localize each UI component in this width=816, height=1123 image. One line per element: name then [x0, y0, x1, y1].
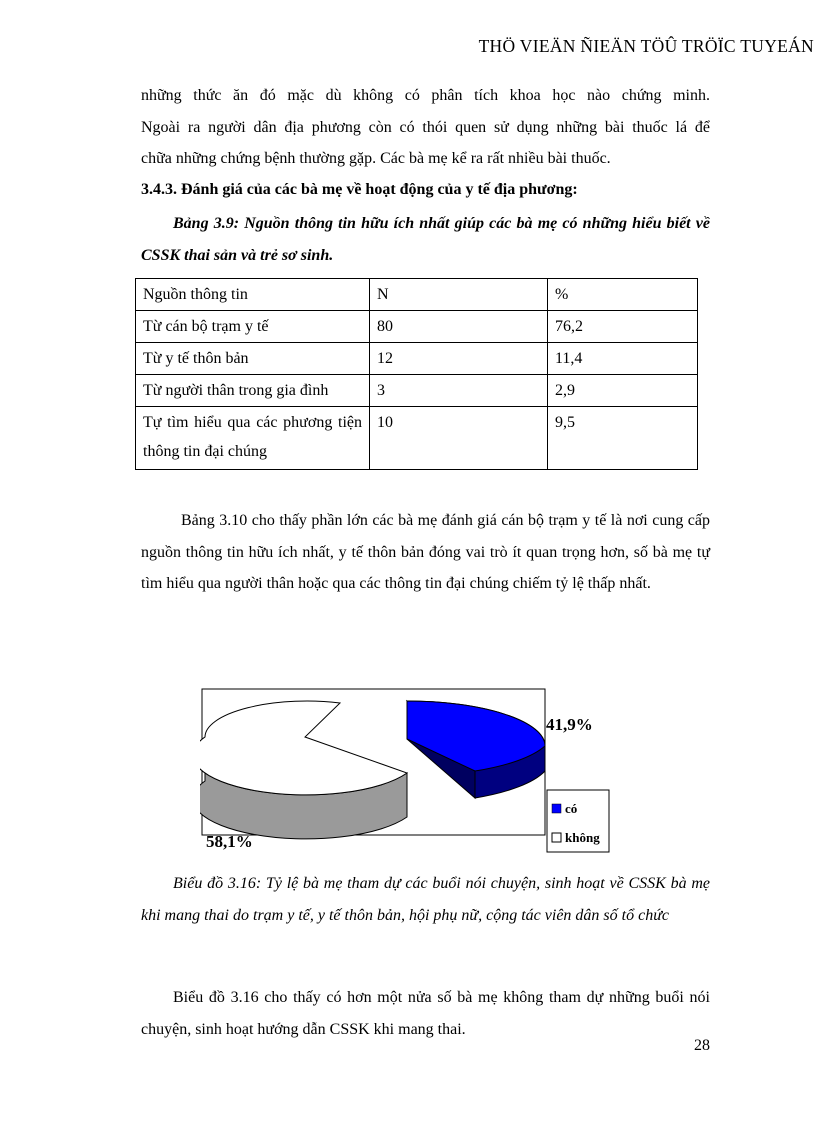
table-cell: Từ người thân trong gia đình [136, 375, 370, 407]
data-label-khong: 58,1% [206, 832, 253, 851]
closing-paragraph: Biểu đồ 3.16 cho thấy có hơn một nửa số bà mẹ không tham dự những buổi nói chuyện, sinh hoạt hướng dẫn CSSK khi mang thai. [141, 989, 710, 1038]
table-cell: 80 [370, 311, 548, 343]
intro-line-2: Ngoài ra người dân địa phương còn có thói quen sử dụng những bài thuốc lá để [141, 118, 710, 136]
intro-line-3: chữa những chứng bệnh thường gặp. Các bà mẹ kể ra rất nhiều bài thuốc. [141, 150, 611, 167]
table-header-row [136, 279, 698, 311]
table-cell: 12 [370, 343, 548, 375]
legend-label-khong: không [565, 830, 600, 845]
table-header-cell: N [370, 279, 548, 311]
pie-chart-svg [200, 687, 610, 855]
info-source-table [135, 278, 698, 470]
intro-line-1: những thức ăn đó mặc dù không có phân tích khoa học nào chứng minh. [141, 87, 710, 104]
table-header-cell: Nguồn thông tin [136, 279, 370, 311]
section-title: 3.4.3. Đánh giá của các bà mẹ về hoạt động của y tế địa phương: [141, 181, 578, 198]
table-cell: Tự tìm hiểu qua các phương tiện thông tin đại chúng [136, 407, 370, 470]
legend-label-co: có [565, 801, 578, 816]
legend-swatch-khong [552, 833, 561, 842]
table-cell: 3 [370, 375, 548, 407]
table-caption: Bảng 3.9: Nguồn thông tin hữu ích nhất giúp các bà mẹ có những hiểu biết về CSSK thai sản và trẻ sơ sinh. [141, 215, 710, 264]
page-number: 28 [694, 1037, 710, 1054]
table-cell: Từ cán bộ trạm y tế [136, 311, 370, 343]
analysis-paragraph: Bảng 3.10 cho thấy phần lớn các bà mẹ đánh giá cán bộ trạm y tế là nơi cung cấp nguồn thông tin hữu ích nhất, y tế thôn bản đóng vai trò ít quan trọng hơn, số bà mẹ tự tìm hiểu qua người thân hoặc qua các thông tin đại chúng chiếm tỷ lệ thấp nhất. [141, 512, 710, 592]
pie-chart [200, 687, 610, 855]
table-header-cell: % [548, 279, 698, 311]
table-row [136, 375, 698, 407]
table-cell: Từ y tế thôn bản [136, 343, 370, 375]
table-row [136, 343, 698, 375]
table-cell: 11,4 [548, 343, 698, 375]
table-cell: 10 [370, 407, 548, 470]
data-label-co: 41,9% [546, 715, 593, 734]
table-cell: 9,5 [548, 407, 698, 470]
table-row [136, 407, 698, 470]
intro-paragraph [141, 80, 710, 175]
table-cell: 2,9 [548, 375, 698, 407]
figure-caption: Biểu đồ 3.16: Tỷ lệ bà mẹ tham dự các buổi nói chuyện, sinh hoạt về CSSK bà mẹ khi mang thai do trạm y tế, y tế thôn bản, hội phụ nữ, cộng tác viên dân số tổ chức [141, 875, 710, 924]
page-header: THÖ VIEÄN ÑIEÄN TÖÛ TRÖÏC TUYEÁN [478, 36, 814, 56]
table-cell: 76,2 [548, 311, 698, 343]
table-row [136, 311, 698, 343]
legend-swatch-co [552, 804, 561, 813]
